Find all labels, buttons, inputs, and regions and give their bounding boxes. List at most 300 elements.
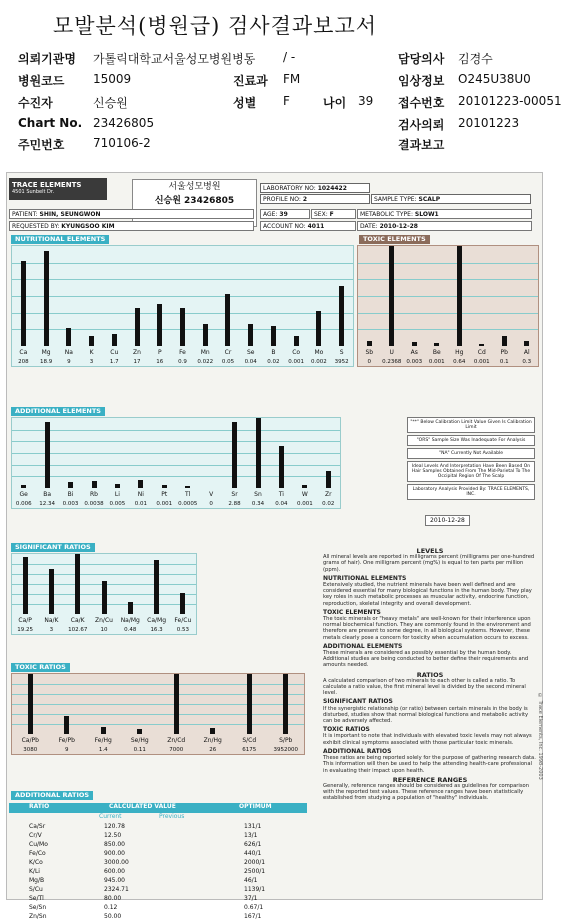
grid-line: [12, 465, 340, 466]
table-cell: 2000/1: [244, 859, 266, 866]
ref-text: Generally, reference ranges should be considered as guidelines for comparison with the reported test values. These reference ranges have been statistically established from studying a population of "healthy" individuals.: [323, 782, 529, 802]
bar-sn: [256, 418, 261, 488]
bar-co: [294, 336, 299, 346]
sex-cell: [311, 209, 356, 219]
col-previous: Previous: [159, 813, 185, 820]
report-age-label: AGE:: [263, 211, 278, 218]
tick-label: Ge: [19, 491, 28, 498]
tick-label: Sn: [254, 491, 262, 498]
result-report-label: 결과보고: [398, 138, 445, 152]
nutritional-desc-title: NUTRITIONAL ELEMENTS: [323, 574, 407, 582]
tick-label: Mo: [314, 349, 324, 356]
sig-ratio-chart: [11, 553, 197, 635]
metabolic-cell: [357, 209, 532, 219]
tick-label: Pb: [500, 349, 508, 356]
date-cell: [357, 221, 532, 231]
ratios-text: A calculated comparison of two minerals to each other is called a ratio. To calculate a ratio value, the first mineral level is divided by the second mineral level.: [323, 677, 526, 697]
tick-label: Na/Mg: [120, 617, 140, 624]
hospital-code-value: 15009: [93, 72, 132, 86]
bar-hg: [457, 246, 462, 346]
table-cell: 50.00: [104, 913, 122, 920]
table-row: [9, 832, 307, 841]
tick-label: Rb: [90, 491, 98, 498]
tick-label: P: [157, 349, 162, 356]
additional-desc-title: ADDITIONAL ELEMENTS: [323, 642, 403, 650]
dept-value: FM: [283, 72, 301, 86]
legend-ors: "ORS" Sample Size Was Inadequate For Analysis: [407, 435, 535, 446]
value-label: 0.3: [522, 359, 532, 365]
sex-value: F: [283, 94, 290, 108]
chart-no-label: Chart No.: [18, 116, 83, 130]
sig-ratio-heading: SIGNIFICANT RATIOS: [11, 543, 95, 552]
report-age-value: 39: [279, 211, 288, 218]
bar-li: [115, 484, 120, 488]
bar-cu: [112, 334, 117, 346]
grid-line: [358, 263, 538, 264]
value-label: 18.9: [39, 359, 53, 365]
tick-label: Zn/Cd: [167, 737, 186, 744]
table-cell: 850.00: [104, 841, 125, 848]
tick-label: Co: [292, 349, 301, 356]
sex-label: 성별: [233, 96, 257, 110]
grid-line: [358, 313, 538, 314]
metabolic-label: METABOLIC TYPE:: [360, 211, 413, 218]
tick-label: Ca/Mg: [147, 617, 166, 624]
value-label: 1.4: [98, 747, 108, 753]
col-calculated: CALCULATED VALUE: [109, 803, 176, 810]
grid-line: [12, 430, 340, 431]
requested-value: KYUNGSOO KIM: [61, 223, 115, 230]
value-label: 2.88: [228, 501, 241, 507]
bar-bi: [68, 482, 73, 488]
descriptions: [323, 545, 537, 802]
patient-label: 수진자: [18, 96, 53, 110]
institution-label: 의뢰기관명: [18, 52, 76, 66]
lab-no-label: LABORATORY NO:: [263, 185, 316, 192]
table-cell: 13/1: [244, 832, 258, 839]
hospital-code-label: 병원코드: [18, 74, 65, 88]
tick-label: Fe/Cu: [174, 617, 192, 624]
table-cell: K/Li: [29, 868, 40, 875]
value-label: 102.67: [68, 627, 88, 633]
value-label: 0.02: [267, 359, 280, 365]
chart-no-value: 23426805: [93, 116, 155, 130]
institution-value: 가톨릭대학교서울성모병원병동: [93, 52, 256, 66]
bar-zn-hg: [210, 728, 215, 734]
table-cell: 440/1: [244, 850, 262, 857]
scanned-lab-report: [6, 172, 543, 920]
bar-sr: [232, 422, 237, 489]
legend-ideal-levels: Ideal Levels And Interpretation Have Been Based On Hair Samples Obtained From The Mid-Parietal To The Occipital Region Of The Scalp: [407, 461, 535, 482]
table-row: [9, 913, 307, 922]
hand-hospital: 서울성모병원: [168, 182, 221, 192]
bar-mo: [316, 311, 321, 346]
table-row: [9, 886, 307, 895]
legend-na: "NA" Currently Not Available: [407, 448, 535, 459]
value-label: 0.003: [406, 359, 423, 365]
tick-label: S: [339, 349, 344, 356]
table-cell: 80.00: [104, 895, 122, 902]
table-row: [9, 895, 307, 904]
tick-label: Zn/Cu: [95, 617, 113, 624]
addr-desc-text: These ratios are being reported solely for the purpose of gathering research data. This information will then be used to help the attending health-care professional in evaluating their impact upon health.: [323, 755, 536, 774]
sample-value: SCALP: [418, 196, 441, 203]
tick-label: Sr: [231, 491, 238, 498]
toxic-desc-title: TOXIC ELEMENTS: [323, 608, 381, 616]
tick-label: Li: [114, 491, 120, 498]
table-cell: S/Cu: [29, 886, 43, 893]
value-label: 0.003: [62, 501, 79, 507]
bar-mg: [44, 251, 49, 346]
date-label: DATE:: [360, 223, 378, 230]
value-label: 16.3: [150, 627, 163, 633]
toxic-chart: [357, 245, 539, 367]
value-label: 3: [49, 627, 54, 633]
table-cell: 0.67/1: [244, 904, 264, 911]
tick-label: Se: [246, 349, 255, 356]
bar-be: [434, 343, 439, 346]
value-label: 0.04: [275, 501, 288, 507]
tick-label: Mg: [41, 349, 51, 356]
patient-name-value: SHIN, SEUNGWON: [39, 211, 101, 218]
table-cell: K/Co: [29, 859, 43, 866]
value-label: 0.001: [296, 501, 313, 507]
value-label: 0: [367, 359, 371, 365]
tick-label: Ca: [19, 349, 28, 356]
bar-s: [339, 286, 344, 346]
value-label: 26: [209, 747, 217, 753]
bar-w: [302, 485, 307, 489]
bar-zn: [135, 308, 140, 346]
value-label: 0.001: [156, 501, 173, 507]
bar-ti: [279, 446, 284, 488]
doctor-value: 김경수: [458, 52, 493, 66]
value-label: 16: [156, 359, 164, 365]
toxr-desc-title: TOXIC RATIOS: [323, 726, 370, 734]
grid-line: [12, 684, 304, 685]
request-date-label: 검사의뢰: [398, 118, 445, 132]
sig-desc-title: SIGNIFICANT RATIOS: [323, 698, 393, 706]
table-cell: 12.50: [104, 832, 122, 839]
lab-name: TRACE ELEMENTS: [12, 181, 82, 189]
bar-sb: [367, 341, 372, 346]
table-row: [9, 841, 307, 850]
value-label: 0.34: [251, 501, 265, 507]
grid-line: [358, 279, 538, 280]
tick-label: Ti: [278, 491, 284, 498]
profile-value: 2: [302, 196, 308, 203]
clinical-info-value: O245U38U0: [458, 72, 531, 86]
bar-fe-pb: [64, 716, 69, 734]
copyright-side: © Trace Elements, Inc. 1998-2003: [537, 693, 543, 780]
additional-chart: [11, 417, 341, 509]
bar-cr: [225, 294, 230, 346]
profile-cell: [260, 194, 370, 204]
grid-line: [12, 263, 353, 264]
bar-k: [89, 336, 94, 346]
bar-ge: [21, 485, 26, 489]
clinical-info-label: 임상정보: [398, 74, 445, 88]
value-label: 0.005: [109, 501, 126, 507]
tick-label: B: [271, 349, 276, 356]
table-cell: 37/1: [244, 895, 258, 902]
request-date-value: 20101223: [458, 116, 520, 130]
add-ratio-heading: ADDITIONAL RATIOS: [11, 791, 93, 800]
table-cell: 120.78: [104, 823, 125, 830]
grid-line: [12, 704, 304, 705]
bar-u: [389, 246, 394, 346]
value-label: 9: [65, 747, 69, 753]
nutritional-heading: NUTRITIONAL ELEMENTS: [11, 235, 109, 244]
bar-s-cd: [247, 674, 252, 734]
value-label: 0.64: [453, 359, 466, 365]
table-cell: Se/Tl: [29, 895, 44, 902]
patient-cell: [9, 209, 254, 219]
table-cell: Mg/B: [29, 877, 45, 884]
grid-line: [12, 574, 196, 575]
tick-label: Cr: [224, 349, 232, 356]
bar-s-pb: [283, 674, 288, 734]
value-label: 0.05: [221, 359, 235, 365]
col-ratio: RATIO: [29, 803, 50, 810]
resident-no-label: 주민번호: [18, 138, 65, 152]
sig-desc-text: If the synergistic relationship (or ratio) between certain minerals in the body is disturbed, studies show that normal biological functions and metabolic activity can be adversely affected.: [323, 705, 529, 725]
lab-address: 4501 Sunbelt Dr.: [12, 189, 55, 195]
bar-p: [157, 304, 162, 346]
bar-ca: [21, 261, 26, 346]
legend-box: [407, 417, 535, 502]
tick-label: Fe/Pb: [58, 737, 75, 744]
value-label: 3080: [23, 747, 38, 753]
bar-as: [412, 342, 417, 346]
report-sex-label: SEX:: [314, 211, 328, 218]
value-label: 0: [209, 501, 213, 507]
age-label: 나이: [323, 96, 347, 110]
table-cell: 131/1: [244, 823, 262, 830]
document-title: 모발분석(병원급) 검사결과보고서: [52, 14, 378, 38]
tick-label: Na/K: [44, 617, 59, 624]
table-row: [9, 868, 307, 877]
table-cell: 600.00: [104, 868, 125, 875]
lab-no-cell: [260, 183, 370, 193]
grid-line: [12, 476, 340, 477]
bar-zr: [326, 471, 331, 489]
value-label: 0.0005: [178, 501, 198, 507]
grid-line: [12, 564, 196, 565]
value-label: 10: [100, 627, 108, 633]
value-label: 0.48: [124, 627, 137, 633]
tick-label: Ca/Pb: [21, 737, 39, 744]
value-label: 0.001: [428, 359, 445, 365]
tick-label: Ba: [43, 491, 52, 498]
value-label: 0.022: [197, 359, 214, 365]
bar-na-mg: [128, 602, 133, 614]
value-label: 3952: [334, 359, 349, 365]
bar-zn-cu: [102, 581, 107, 614]
additional-desc-text: These minerals are considered as possibly essential by the human body. Additional studies are being conducted to better define their requirements and amounts needed.: [323, 650, 529, 669]
value-label: 0.1: [499, 359, 509, 365]
toxic-heading: TOXIC ELEMENTS: [359, 235, 430, 244]
table-cell: 626/1: [244, 841, 262, 848]
requested-cell: [9, 221, 254, 231]
legend-lab: Laboratory Analysis Provided By: TRACE ELEMENTS, INC.: [407, 484, 535, 500]
table-cell: 2324.71: [104, 886, 129, 893]
grid-line: [358, 296, 538, 297]
receipt-no-value: 20101223-00051: [458, 94, 562, 108]
additional-heading: ADDITIONAL ELEMENTS: [11, 407, 105, 416]
table-row: [9, 850, 307, 859]
table-row: [9, 904, 307, 913]
value-label: 0.01: [134, 501, 147, 507]
profile-label: PROFILE NO:: [263, 196, 301, 203]
sample-label: SAMPLE TYPE:: [374, 196, 417, 203]
tick-label: S/Pb: [279, 737, 293, 744]
value-label: 0.9: [178, 359, 187, 365]
account-cell: [260, 221, 356, 231]
add-ratio-subheader: [9, 813, 307, 822]
grid-line: [12, 296, 353, 297]
toxic-desc-text: The toxic minerals or "heavy metals" are well-known for their interference upon normal biochemical function. They are commonly found in the environment and therefore are present to some degree, in all biological systems. However, these metals clearly pose a concern for toxicity when accumulation occurs to excess.: [323, 616, 531, 641]
table-cell: 167/1: [244, 913, 262, 920]
tick-label: K: [89, 349, 94, 356]
col-current: Current: [99, 813, 122, 820]
grid-line: [12, 453, 340, 454]
value-label: 9: [67, 359, 71, 365]
tick-label: Tl: [185, 491, 191, 498]
bar-tl: [185, 486, 190, 488]
tick-label: U: [389, 349, 394, 356]
bar-fe-cu: [180, 593, 185, 614]
table-cell: Cu/Mo: [29, 841, 48, 848]
value-label: 3: [89, 359, 94, 365]
toxr-desc-text: It is important to note that individuals with elevated toxic levels may not always exhibit clinical symptoms associated with those particular toxic minerals.: [323, 733, 532, 746]
table-cell: 1139/1: [244, 886, 266, 893]
table-cell: 46/1: [244, 877, 258, 884]
bar-na-k: [49, 569, 54, 614]
bar-fe: [180, 308, 185, 346]
value-label: 0.001: [473, 359, 490, 365]
value-label: 0.2368: [382, 359, 402, 365]
levels-title: LEVELS: [416, 547, 444, 555]
bar-zn-cd: [174, 674, 179, 734]
bar-al: [524, 341, 529, 346]
account-value: 4011: [307, 223, 325, 230]
nutritional-chart: [11, 245, 354, 367]
patient-value: 신승원: [93, 96, 128, 110]
sample-cell: [371, 194, 531, 204]
bar-ca-p: [23, 557, 28, 614]
value-label: 0.0038: [84, 501, 104, 507]
grid-line: [12, 724, 304, 725]
lab-logo: [9, 178, 107, 200]
tick-label: Zr: [324, 491, 332, 498]
doctor-label: 담당의사: [398, 52, 445, 66]
tick-label: Zn/Hg: [203, 737, 222, 744]
table-cell: 900.00: [104, 850, 125, 857]
tick-label: Be: [432, 349, 441, 356]
table-cell: 3000.00: [104, 859, 129, 866]
lab-no-value: 1024422: [317, 185, 347, 192]
col-optimum: OPTIMUM: [239, 803, 272, 810]
metabolic-value: SLOW1: [414, 211, 439, 218]
bar-ca-pb: [28, 674, 33, 734]
table-cell: 0.12: [104, 904, 118, 911]
tick-label: Bi: [67, 491, 74, 498]
value-label: 6175: [242, 747, 257, 753]
table-cell: Zn/Sn: [29, 913, 47, 920]
tick-label: Zn: [133, 349, 141, 356]
tick-label: Fe: [179, 349, 186, 356]
value-label: 12.34: [39, 501, 55, 507]
value-label: 0.02: [322, 501, 335, 507]
grid-line: [12, 694, 304, 695]
value-label: 1.7: [109, 359, 119, 365]
tick-label: Ni: [137, 491, 144, 498]
value-label: 19.25: [17, 627, 34, 633]
table-cell: Ca/Sr: [29, 823, 46, 830]
value-label: 0.006: [15, 501, 32, 507]
tick-label: W: [301, 491, 308, 498]
table-row: [9, 877, 307, 886]
report-sex-value: F: [329, 211, 334, 218]
value-label: 7000: [169, 747, 184, 753]
bar-ca-mg: [154, 560, 159, 614]
value-label: 3952000: [273, 747, 298, 753]
legend-below-calibration: "**" Below Calibration Limit Value Given Is Calibration Limit: [407, 417, 535, 433]
table-cell: Fe/Co: [29, 850, 46, 857]
value-label: 0.002: [311, 359, 327, 365]
value-label: 0.04: [244, 359, 257, 365]
bar-fe-hg: [101, 727, 106, 734]
tick-label: Sb: [365, 349, 374, 356]
grid-line: [358, 329, 538, 330]
tick-label: Na: [64, 349, 73, 356]
age-value: 39: [358, 94, 374, 108]
tick-label: Ca/K: [70, 617, 85, 624]
tick-label: Cd: [477, 349, 486, 356]
tick-label: Se/Hg: [130, 737, 149, 744]
bar-cd: [479, 344, 484, 346]
tick-label: Mn: [200, 349, 210, 356]
value-label: 208: [18, 359, 29, 365]
table-cell: Se/Sn: [29, 904, 47, 911]
print-date: 2010-12-28: [425, 515, 470, 526]
resident-no-value: 710106-2: [93, 136, 151, 150]
account-label: ACCOUNT NO:: [263, 223, 306, 230]
bar-b: [271, 326, 276, 346]
toxic-ratio-chart: [11, 673, 305, 755]
hand-patient: 신승원 23426805: [154, 196, 235, 206]
bar-pb: [502, 336, 507, 346]
tick-label: S/Cd: [242, 737, 257, 744]
grid-line: [12, 714, 304, 715]
value-label: 17: [133, 359, 141, 365]
bar-na: [66, 328, 71, 346]
bar-pt: [162, 485, 167, 488]
bar-se-hg: [137, 729, 142, 734]
grid-line: [12, 279, 353, 280]
age-cell: [260, 209, 310, 219]
table-cell: 945.00: [104, 877, 125, 884]
addr-desc-title: ADDITIONAL RATIOS: [323, 747, 392, 755]
date-value: 2010-12-28: [379, 223, 418, 230]
ref-title: REFERENCE RANGES: [392, 775, 468, 784]
bar-mn: [203, 324, 208, 346]
tick-label: Cu: [110, 349, 119, 356]
table-cell: 2500/1: [244, 868, 266, 875]
grid-line: [12, 441, 340, 442]
tick-label: V: [209, 491, 214, 498]
